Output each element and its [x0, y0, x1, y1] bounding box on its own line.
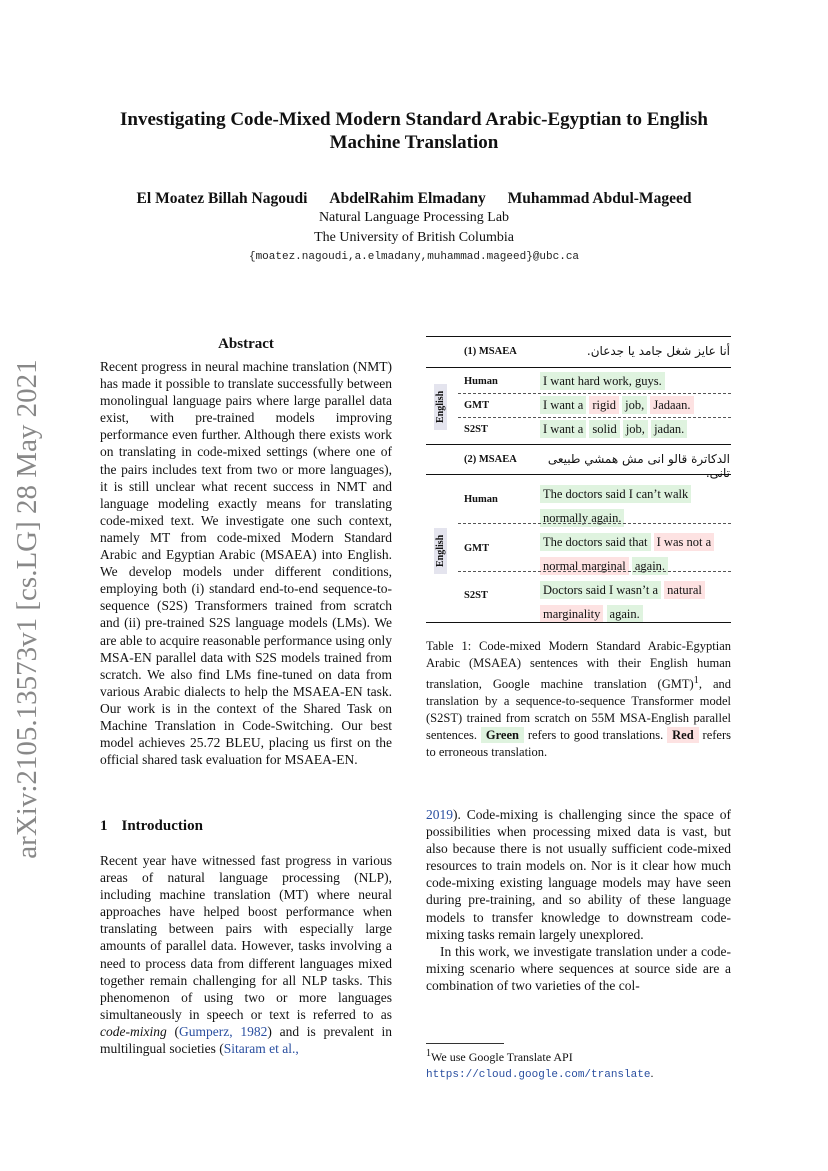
table-mid-rule [426, 444, 731, 445]
caption-text: , and translation by a sequence-to-sequence Transformer model (S2ST) trained from scratch on 55M MSA-English parallel sentences. [426, 677, 731, 743]
footnote [426, 1046, 731, 1083]
cell-good: normally again. [540, 509, 624, 527]
cell-good: again. [607, 605, 643, 623]
row-gmt-2: GMT [464, 543, 490, 554]
section-heading [100, 818, 203, 835]
table-bottom-rule [426, 622, 731, 623]
example-2-label: (2) MSAEA [464, 454, 517, 465]
section-number: 1 [100, 818, 108, 834]
row-s2st-1: S2ST [464, 424, 488, 435]
footnote-text: We use Google Translate API [431, 1050, 573, 1064]
footnote-url-link[interactable]: https://cloud.google.com/translate [426, 1069, 651, 1081]
legend-green: Green [481, 727, 524, 743]
row-gmt-1: GMT [464, 400, 490, 411]
row-human-1: Human [464, 376, 498, 387]
cell-good: The doctors said I can’t walk [540, 485, 691, 503]
footnote-mark: 1 [426, 1048, 431, 1059]
cell-good: The doctors said that [540, 533, 651, 551]
title-line-1: Investigating Code-Mixed Modern Standard Arabic-Egyptian to English [120, 109, 708, 130]
cell-good: job, [623, 420, 648, 438]
side-label-english-2: English [434, 528, 447, 574]
dashed-rule [458, 417, 731, 418]
intro-text: Recent year have witnessed fast progress in various areas of natural language processing (NLP), including machine translation (MT) where neural approaches have helped boost performance when translating between pairs with especially large amounts of parallel data. However, tasks involving a need to process data from different languages mixed together remain challenging for all NLP tasks. This phenomenon of using two or more languages simultaneously in speech or text is referred to as [100, 853, 392, 1022]
cell-bad: marginality [540, 605, 603, 623]
example-2-arabic: الدكاترة قالو انى مش همشي طبيعى تانى. [547, 452, 730, 480]
abstract-heading: Abstract [218, 336, 274, 352]
cell-bad: normal marginal [540, 557, 629, 575]
intro-paragraph: ). Code-mixing is challenging since the space of possibilities when processing mixed data is vast, but also because there is not usually sufficient code-mixed resources to train models on. Nor is it clear how much code-mixing existing language models may have seen during pre-training, and so ability of these language models to transfer knowledge to downstream code-mixing tasks remain largely unexplored. [426, 807, 731, 942]
cell-good: I want a [540, 396, 586, 414]
cell-good: again. [632, 557, 668, 575]
affiliation-university: The University of British Columbia [314, 230, 514, 245]
row-human-2: Human [464, 494, 498, 505]
caption-text: refers to erroneous translation. [426, 728, 731, 760]
intro-right-text [426, 806, 731, 994]
arxiv-stamp: arXiv:2105.13573v1 [cs.LG] 28 May 2021 [11, 359, 43, 859]
cell-bad: I was not a [654, 533, 715, 551]
side-label-english-1: English [434, 384, 447, 430]
text-fragment: ) and is prevalent in multilingual societies ( [100, 1023, 393, 1057]
example-1-label: (1) MSAEA [464, 346, 517, 357]
emphasis-term: code-mixing [100, 1023, 167, 1039]
table-mid-rule [426, 367, 731, 368]
abstract-text: Recent progress in neural machine translation (NMT) has made it possible to translate successfully between monolingual language pairs where large parallel data exist, with pre-trained models improving performance even further. Although there exists work on translating in code-mixed settings (where one of the pairs includes text from two or more languages), it is still unclear what recent success in NMT and language modeling exactly means for translating code-mixed text. We investigate one such context, namely MT from code-mixed Modern Standard Arabic and Egyptian Arabic (MSAEA) into English. We develop models under different conditions, employing both (i) standard end-to-end sequence-to-sequence (S2S) Transformers trained from scratch and (ii) pre-trained S2S language models (LMs). We are able to acquire reasonable performance using only MSA-EN parallel data with S2S models trained from scratch. We also find LMs fine-tuned on data from various Arabic dialects to help the MSAEA-EN task. Our work is in the context of the Shared Task on Machine Translation in Code-Switching. Our best model achieves 25.72 BLEU, placing us first on the official shared task evaluation for MSAEA-EN. [100, 359, 392, 768]
dashed-rule [458, 571, 731, 572]
table-mid-rule [426, 474, 731, 475]
footnote-ref[interactable]: 1 [693, 675, 699, 686]
citation-link-year[interactable]: 2019 [426, 807, 453, 822]
dashed-rule [458, 393, 731, 394]
citation-link-gumperz[interactable]: Gumperz, 1982 [178, 1023, 268, 1039]
affiliation-lab: Natural Language Processing Lab [318, 210, 510, 225]
author-1: El Moatez Billah Nagoudi [136, 190, 308, 207]
author-3: Muhammad Abdul-Mageed [507, 190, 692, 207]
footnote-end: . [650, 1066, 654, 1080]
cell-bad: rigid [589, 396, 619, 414]
dashed-rule [458, 523, 731, 524]
row-s2st-2: S2ST [464, 590, 488, 601]
author-list [80, 190, 748, 208]
text-fragment: ( [166, 1023, 179, 1039]
title-line-2: Machine Translation [329, 132, 499, 153]
intro-left-text [100, 852, 392, 1057]
cell-bad: natural [664, 581, 705, 599]
cell-good: solid [589, 420, 619, 438]
table-top-rule [426, 336, 731, 337]
cell-good: Doctors said I wasn’t a [540, 581, 661, 599]
table-caption [426, 638, 731, 761]
example-1-arabic: أنا عايز شغل جامد يا جدعان. [586, 344, 730, 358]
citation-link-sitaram[interactable]: Sitaram et al., [223, 1041, 299, 1057]
author-emails: {moatez.nagoudi,a.elmadany,muhammad.mageed}@ubc.ca [248, 251, 580, 263]
section-title: Introduction [121, 818, 203, 834]
cell-bad: Jadaan. [650, 396, 693, 414]
cell-human-1: I want hard work, guys. [540, 372, 665, 390]
caption-text: refers to good translations. [523, 728, 668, 743]
author-2: AbdelRahim Elmadany [329, 190, 486, 207]
intro-paragraph-2: In this work, we investigate translation under a code-mixing scenario where sequences at source side are a combination of two varieties of the col- [426, 943, 731, 993]
caption-text: Table 1: Code-mixed Modern Standard Arabic-Egyptian Arabic (MSAEA) sentences with their English human translation, Google machine translation (GMT) [426, 639, 731, 692]
cell-good: jadan. [651, 420, 687, 438]
cell-good: I want a [540, 420, 586, 438]
legend-red: Red [667, 727, 699, 743]
cell-good: job, [622, 396, 647, 414]
footnote-rule [426, 1043, 504, 1044]
paper-title [80, 108, 748, 154]
